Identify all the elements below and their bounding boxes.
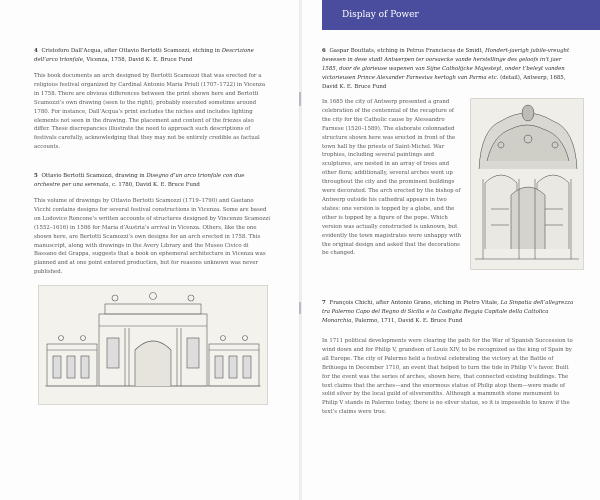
- caption-title: Descrizione dell’arco trionfale: [34, 48, 254, 63]
- caption-number: 6: [322, 48, 326, 54]
- arch-drawing-image: [39, 286, 267, 404]
- paragraph-text: This book documents an arch designed by Bertotti Scamozzi that was erected for a religious festival organized by Cardinal Antonio Maria Priuli (1707–1722) in Vicenza in 1758. There are obvious differences between the print shown here and Bertotti Scamozzi’s own drawing (seen to the right), probably executed sometime around 1780. For instance, Dall’Acqua’s print excludes the niches and includes lighting elements not seen in the drawing. The placement and content of the friezes also differ. These discrepancies illustrate the need to approach such descriptions of festivals carefully, acknowledging that they may not be entirely credible as factual accounts.: [34, 73, 266, 151]
- paragraph-text: In 1711 political developments were clearing the path for the War of Spanish Succession to wind down and for Philip V, grandson of Louis XIV, to be recognized as the king of Spain by all Europe. The city of Palermo held a festival celebrating the victory at the Battle of Brihuega in December 1710, an event that helped to turn the tide in Philip V’s favor. Built for the event was the series of arches, shown here, that connected existing buildings. The text claims that the arches—and the enormous statue of Philip atop them—were made of solid silver by the local guild of silversmiths. Although a mammoth stone monument to Philip V stands in Palermo today, there is no silver statue, so it is impossible to know if the text’s claims were true.: [322, 338, 573, 416]
- caption-number: 4: [34, 48, 38, 54]
- caption-text: Cristoforo Dall’Acqua, after Ottavio Bertotti Scamozzi, etching in: [41, 48, 222, 54]
- caption-title: La Sinpatia dell’allegrezza tra Palermo Capo del Regno di Sicilia e la Castiglia Reggia Capitale della Cattolica Monarchia: [322, 300, 574, 324]
- arch-drawing-figure: [38, 285, 268, 405]
- section-title: Display of Power: [342, 10, 419, 20]
- caption-credit: , c. 1780, David K. E. Bruce Fund: [108, 181, 200, 188]
- binding-mark: [299, 92, 301, 106]
- caption-credit: , Palermo, 1711, David K. E. Bruce Fund: [351, 317, 463, 324]
- caption-7: [322, 299, 574, 326]
- caption-text: François Chichi, after Antonio Grano, etching in Pietro Vitale,: [329, 300, 501, 306]
- caption-title: Disegno d’un arco trionfale con due orchestre per una serenata: [34, 173, 245, 188]
- body-paragraph-5: [34, 197, 270, 277]
- book-gutter: [299, 0, 302, 500]
- body-paragraph-7: [322, 337, 574, 417]
- caption-number: 7: [322, 300, 326, 306]
- caption-credit: , Vicenza, 1758, David K. E. Bruce Fund: [82, 56, 193, 63]
- caption-text: Ottavio Bertotti Scamozzi, drawing in: [41, 173, 147, 179]
- body-paragraph-4: [34, 72, 270, 152]
- body-paragraph-6: [322, 98, 462, 258]
- caption-text: Gaspar Bouttats, etching in Petrus Franciscus de Smidt,: [329, 48, 486, 54]
- caption-credit: (detail), Antwerp, 1685, David K. E. Bruce Fund: [322, 74, 566, 90]
- colonnade-etching-figure: [470, 98, 584, 270]
- paragraph-text: In 1685 the city of Antwerp presented a grand celebration of the centennial of the recapture of the city for the Catholic cause by Alessandro Farnese (1520–1589). The elaborate colonnaded structure shown here was erected in front of the town hall by the priests of Saint-Michel. War trophies, including several paintings and sculptures, are nested in an array of trees and other flora; additionally, several arches went up throughout the city and the prominent buildings were decorated. The arch erected by the bishop of Antwerp outside his cathedral appears in two states: one version is topped by a globe, and the other is topped by a figure of the pope. Which version was actually constructed is unknown, but evidently the town magistrates were unhappy with the original design and asked that the decorations be changed.: [322, 99, 462, 257]
- caption-4: [34, 47, 270, 65]
- binding-mark: [299, 302, 301, 314]
- caption-5: [34, 172, 270, 190]
- colonnade-etching-image: [471, 99, 583, 269]
- section-header-band: [322, 0, 600, 30]
- caption-6: [322, 47, 574, 92]
- paragraph-text: This volume of drawings by Ottavio Bertotti Scamozzi (1719–1790) and Gaetano Vicchi contains designs for several festival constructions in Vicenza. Some are based on Lodovico Roncone’s written accounts of structures designed by Vincenzo Scamozzi (1552–1616) in 1586 for Maria d’Austria’s arrival in Vicenza. Others, like the one shown here, are Bertotti Scamozzi’s own designs for an arch erected in 1758. This manuscript, along with drawings in the Avery Library and the Museo Civico di Bassano del Grappa, suggests that a book on ephemeral architecture in Vicenza was planned and at one point entered production, but for reasons unknown was never published.: [34, 198, 270, 276]
- caption-title: Hondert-jaerigh jubile-vreught bewesen in dese stadt Antwerpen ter oorsaecke vande herstellinge des geloofs in’t jaer 1585, door de glorieuse wapenen van Sijne Catholijcke Majesteyt, onder t’beleyt vanden victorieusen Prince Alexander Farnesius hertogh van Parma etc.: [322, 48, 570, 81]
- caption-number: 5: [34, 173, 38, 179]
